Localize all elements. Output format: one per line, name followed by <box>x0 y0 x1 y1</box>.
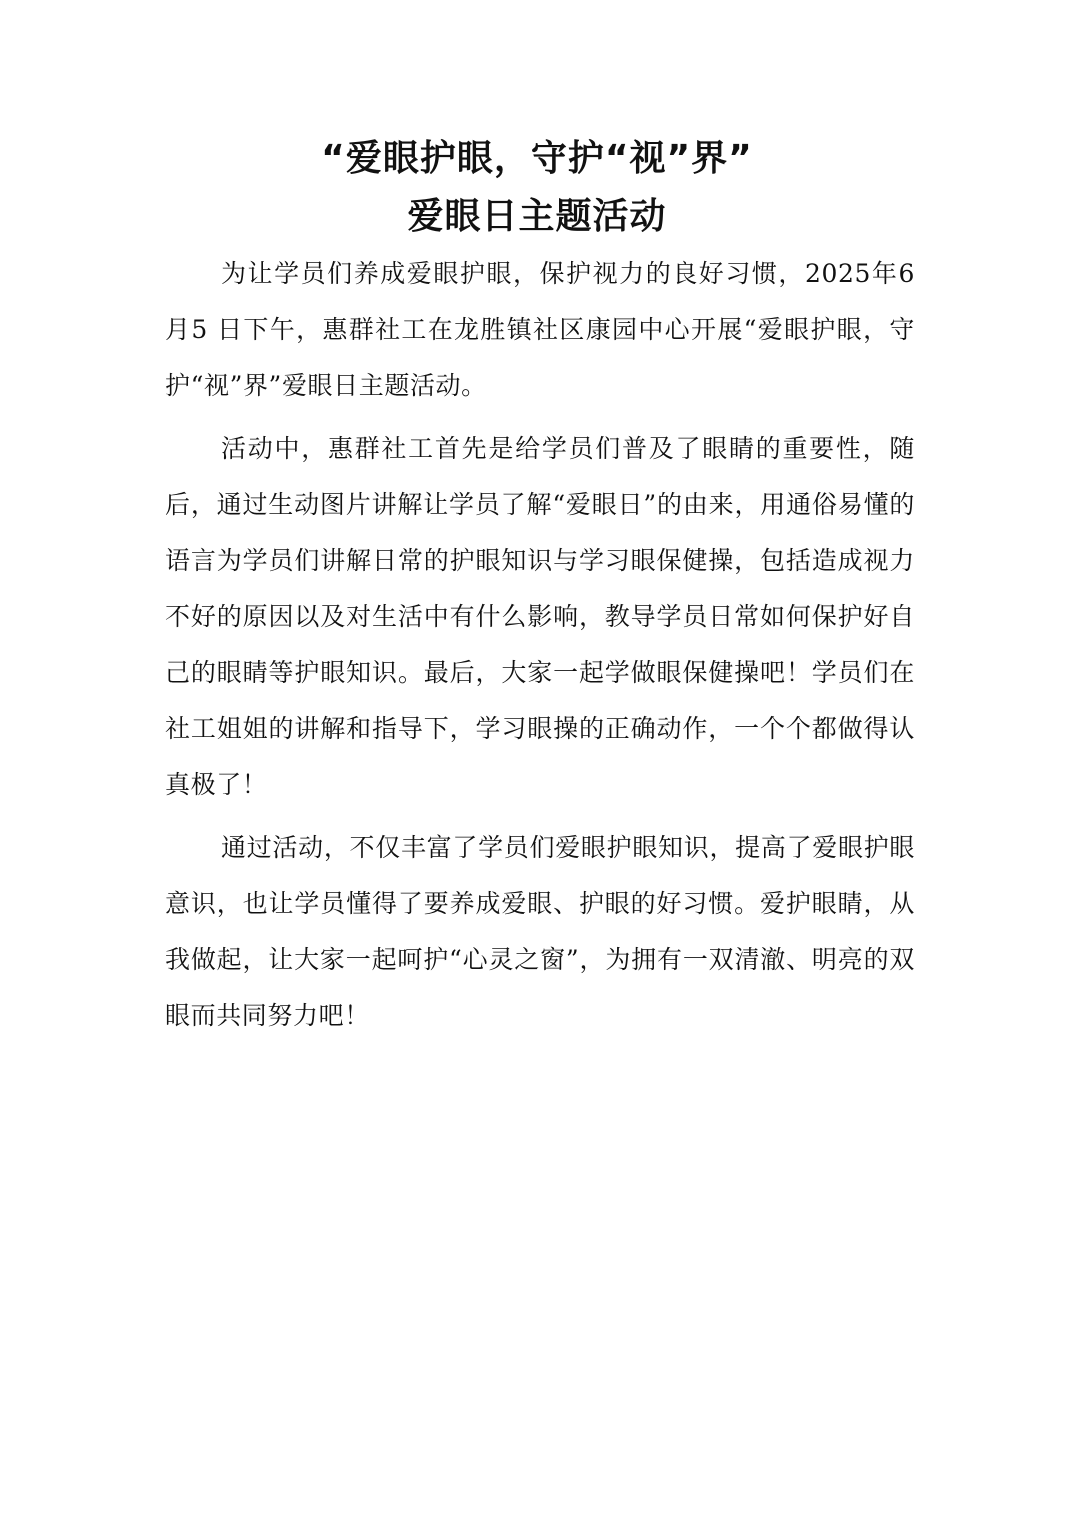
document-title <box>0 130 1074 246</box>
paragraph-conclusion: 通过活动，不仅丰富了学员们爱眼护眼知识，提高了爱眼护眼意识，也让学员懂得了要养成爱眼、护眼的好习惯。爱护眼睛，从我做起，让大家一起呵护“心灵之窗”，为拥有一双清澈、明亮的双眼而共同努力吧！ <box>165 833 915 1030</box>
paragraph-intro: 为让学员们养成爱眼护眼，保护视力的良好习惯，2025年6月5 日下午，惠群社工在龙胜镇社区康园中心开展“爱眼护眼，守护“视”界”爱眼日主题活动。 <box>165 259 915 400</box>
paragraph-activity: 活动中，惠群社工首先是给学员们普及了眼睛的重要性，随后，通过生动图片讲解让学员了解“爱眼日”的由来，用通俗易懂的语言为学员们讲解日常的护眼知识与学习眼保健操，包括造成视力不好的原因以及对生活中有什么影响，教导学员日常如何保护好自己的眼睛等护眼知识。最后，大家一起学做眼保健操吧！学员们在社工姐姐的讲解和指导下，学习眼操的正确动作，一个个都做得认真极了！ <box>165 434 915 799</box>
title-line-2: 爱眼日主题活动 <box>407 196 667 237</box>
document-body <box>165 246 915 1051</box>
title-line-1: “爱眼护眼，守护“视”界” <box>321 138 753 179</box>
